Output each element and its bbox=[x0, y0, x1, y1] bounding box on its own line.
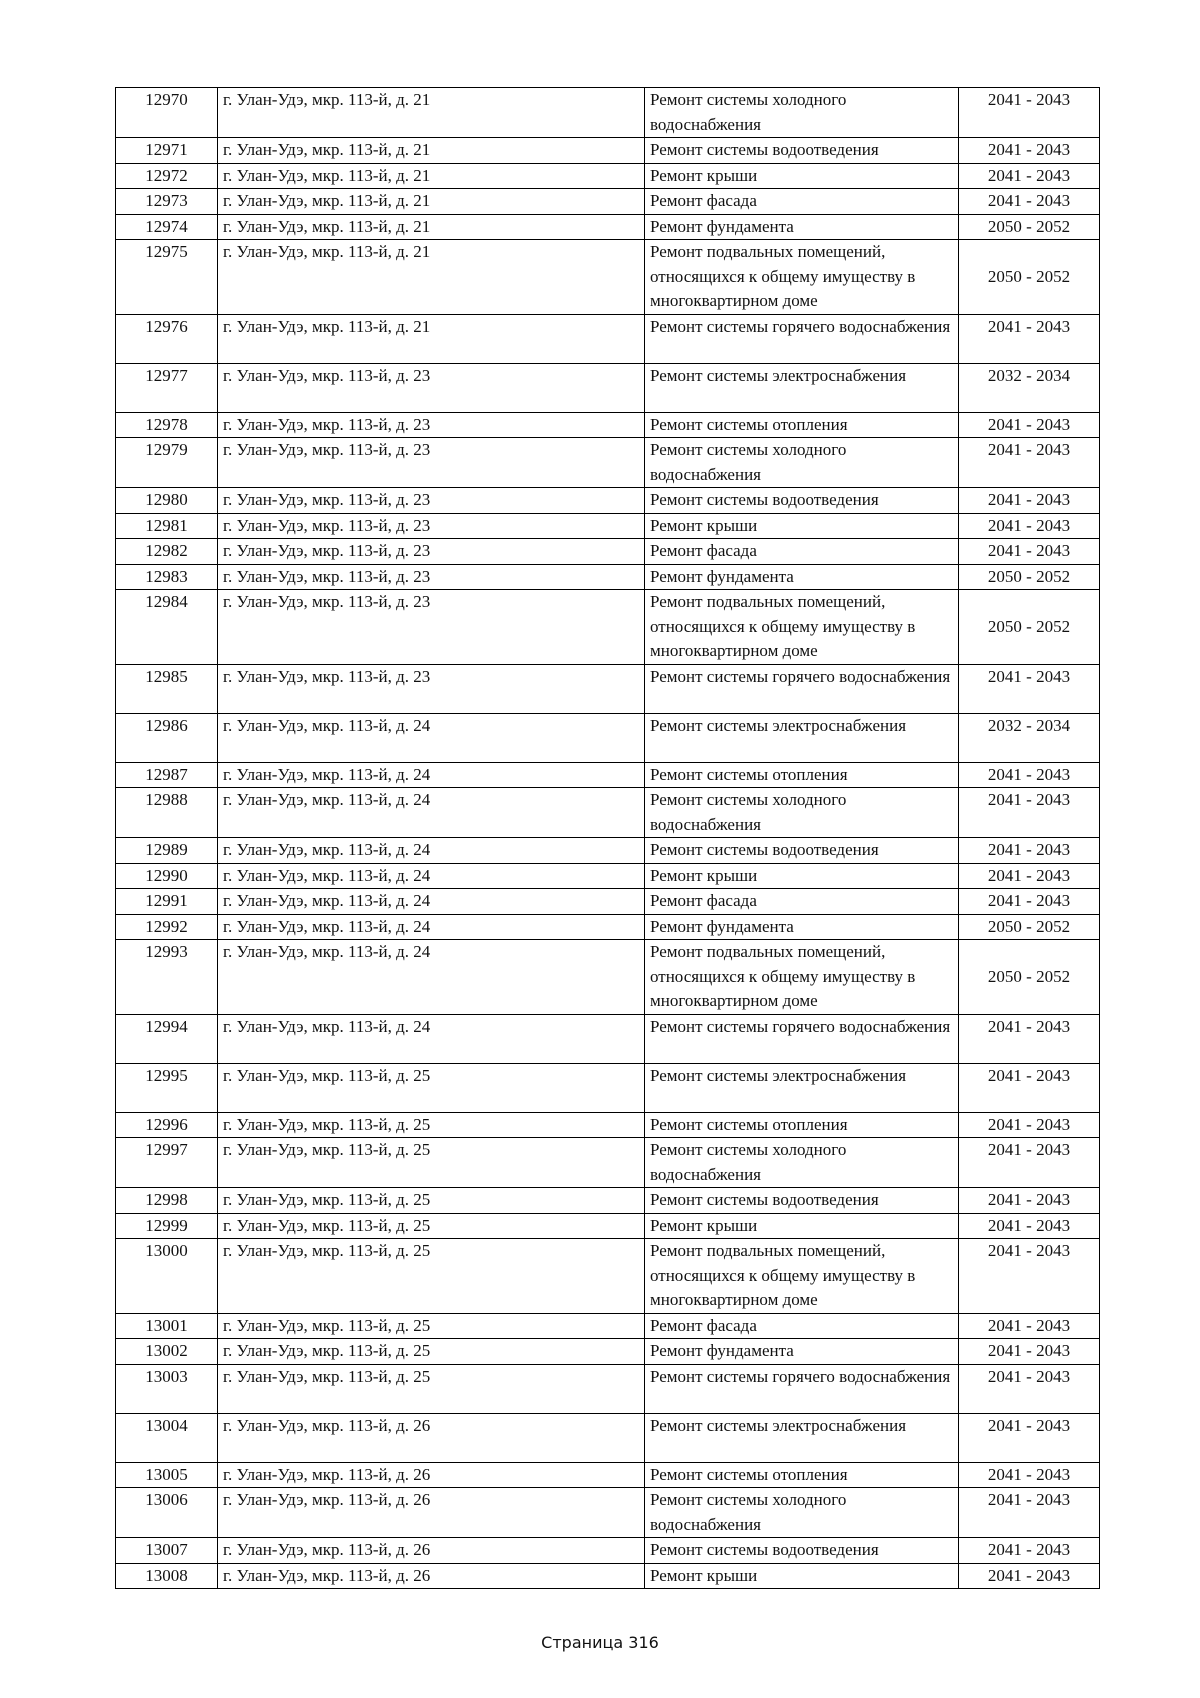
work-type-cell: Ремонт системы электроснабжения bbox=[645, 1063, 959, 1112]
period-cell: 2041 - 2043 bbox=[959, 513, 1100, 539]
address-cell: г. Улан-Удэ, мкр. 113-й, д. 24 bbox=[218, 788, 645, 838]
table-row bbox=[116, 762, 1100, 788]
work-type-cell: Ремонт крыши bbox=[645, 163, 959, 189]
period-cell: 2041 - 2043 bbox=[959, 1313, 1100, 1339]
table-row bbox=[116, 513, 1100, 539]
table-row bbox=[116, 1563, 1100, 1589]
row-number-cell: 13008 bbox=[116, 1563, 218, 1589]
work-type-cell: Ремонт системы отопления bbox=[645, 1462, 959, 1488]
row-number-cell: 12987 bbox=[116, 762, 218, 788]
work-type-cell: Ремонт системы горячего водоснабжения bbox=[645, 1014, 959, 1063]
row-number-cell: 12976 bbox=[116, 314, 218, 363]
work-type-cell: Ремонт системы водоотведения bbox=[645, 138, 959, 164]
work-type-cell: Ремонт системы электроснабжения bbox=[645, 713, 959, 762]
row-number-cell: 12999 bbox=[116, 1213, 218, 1239]
address-cell: г. Улан-Удэ, мкр. 113-й, д. 23 bbox=[218, 539, 645, 565]
address-cell: г. Улан-Удэ, мкр. 113-й, д. 23 bbox=[218, 664, 645, 713]
row-number-cell: 12978 bbox=[116, 412, 218, 438]
work-type-cell: Ремонт крыши bbox=[645, 863, 959, 889]
address-cell: г. Улан-Удэ, мкр. 113-й, д. 21 bbox=[218, 88, 645, 138]
address-cell: г. Улан-Удэ, мкр. 113-й, д. 24 bbox=[218, 940, 645, 1015]
address-cell: г. Улан-Удэ, мкр. 113-й, д. 25 bbox=[218, 1112, 645, 1138]
period-cell: 2041 - 2043 bbox=[959, 163, 1100, 189]
address-cell: г. Улан-Удэ, мкр. 113-й, д. 25 bbox=[218, 1239, 645, 1314]
period-cell: 2041 - 2043 bbox=[959, 1239, 1100, 1314]
row-number-cell: 12979 bbox=[116, 438, 218, 488]
table-row bbox=[116, 940, 1100, 1015]
period-cell: 2050 - 2052 bbox=[959, 590, 1100, 665]
row-number-cell: 12996 bbox=[116, 1112, 218, 1138]
period-cell: 2041 - 2043 bbox=[959, 189, 1100, 215]
period-cell: 2041 - 2043 bbox=[959, 1364, 1100, 1413]
work-type-cell: Ремонт системы электроснабжения bbox=[645, 1413, 959, 1462]
table-row bbox=[116, 590, 1100, 665]
table-row bbox=[116, 838, 1100, 864]
table-row bbox=[116, 138, 1100, 164]
address-cell: г. Улан-Удэ, мкр. 113-й, д. 25 bbox=[218, 1313, 645, 1339]
work-type-cell: Ремонт фундамента bbox=[645, 1339, 959, 1365]
period-cell: 2041 - 2043 bbox=[959, 889, 1100, 915]
table-row bbox=[116, 564, 1100, 590]
period-cell: 2041 - 2043 bbox=[959, 412, 1100, 438]
row-number-cell: 12977 bbox=[116, 363, 218, 412]
address-cell: г. Улан-Удэ, мкр. 113-й, д. 26 bbox=[218, 1488, 645, 1538]
address-cell: г. Улан-Удэ, мкр. 113-й, д. 25 bbox=[218, 1339, 645, 1365]
table-row bbox=[116, 314, 1100, 363]
period-cell: 2041 - 2043 bbox=[959, 1538, 1100, 1564]
work-type-cell: Ремонт системы электроснабжения bbox=[645, 363, 959, 412]
table-row bbox=[116, 1462, 1100, 1488]
row-number-cell: 13003 bbox=[116, 1364, 218, 1413]
address-cell: г. Улан-Удэ, мкр. 113-й, д. 26 bbox=[218, 1462, 645, 1488]
table-row bbox=[116, 889, 1100, 915]
address-cell: г. Улан-Удэ, мкр. 113-й, д. 24 bbox=[218, 838, 645, 864]
table-row bbox=[116, 1488, 1100, 1538]
table-row bbox=[116, 412, 1100, 438]
work-type-cell: Ремонт подвальных помещений, относящихся к общему имуществу в многоквартирном доме bbox=[645, 940, 959, 1015]
period-cell: 2050 - 2052 bbox=[959, 940, 1100, 1015]
period-cell: 2050 - 2052 bbox=[959, 214, 1100, 240]
period-cell: 2050 - 2052 bbox=[959, 240, 1100, 315]
row-number-cell: 12973 bbox=[116, 189, 218, 215]
address-cell: г. Улан-Удэ, мкр. 113-й, д. 24 bbox=[218, 713, 645, 762]
work-type-cell: Ремонт фасада bbox=[645, 539, 959, 565]
row-number-cell: 13001 bbox=[116, 1313, 218, 1339]
table-row bbox=[116, 363, 1100, 412]
work-type-cell: Ремонт подвальных помещений, относящихся к общему имуществу в многоквартирном доме bbox=[645, 590, 959, 665]
address-cell: г. Улан-Удэ, мкр. 113-й, д. 23 bbox=[218, 590, 645, 665]
period-cell: 2041 - 2043 bbox=[959, 1462, 1100, 1488]
row-number-cell: 12994 bbox=[116, 1014, 218, 1063]
address-cell: г. Улан-Удэ, мкр. 113-й, д. 23 bbox=[218, 513, 645, 539]
table-row bbox=[116, 1364, 1100, 1413]
work-type-cell: Ремонт фундамента bbox=[645, 564, 959, 590]
row-number-cell: 12974 bbox=[116, 214, 218, 240]
address-cell: г. Улан-Удэ, мкр. 113-й, д. 24 bbox=[218, 889, 645, 915]
address-cell: г. Улан-Удэ, мкр. 113-й, д. 21 bbox=[218, 163, 645, 189]
period-cell: 2041 - 2043 bbox=[959, 1563, 1100, 1589]
period-cell: 2050 - 2052 bbox=[959, 914, 1100, 940]
table-row bbox=[116, 1413, 1100, 1462]
work-type-cell: Ремонт системы горячего водоснабжения bbox=[645, 314, 959, 363]
table-row bbox=[116, 1339, 1100, 1365]
records-table bbox=[115, 87, 1100, 1589]
table-row bbox=[116, 88, 1100, 138]
row-number-cell: 13006 bbox=[116, 1488, 218, 1538]
address-cell: г. Улан-Удэ, мкр. 113-й, д. 23 bbox=[218, 488, 645, 514]
row-number-cell: 12992 bbox=[116, 914, 218, 940]
period-cell: 2041 - 2043 bbox=[959, 488, 1100, 514]
row-number-cell: 12991 bbox=[116, 889, 218, 915]
work-type-cell: Ремонт крыши bbox=[645, 1213, 959, 1239]
row-number-cell: 12980 bbox=[116, 488, 218, 514]
records-table-body bbox=[116, 88, 1100, 1589]
address-cell: г. Улан-Удэ, мкр. 113-й, д. 25 bbox=[218, 1188, 645, 1214]
table-row bbox=[116, 1538, 1100, 1564]
address-cell: г. Улан-Удэ, мкр. 113-й, д. 25 bbox=[218, 1364, 645, 1413]
row-number-cell: 12981 bbox=[116, 513, 218, 539]
table-row bbox=[116, 863, 1100, 889]
period-cell: 2041 - 2043 bbox=[959, 838, 1100, 864]
work-type-cell: Ремонт фундамента bbox=[645, 214, 959, 240]
row-number-cell: 12982 bbox=[116, 539, 218, 565]
table-row bbox=[116, 240, 1100, 315]
table-row bbox=[116, 488, 1100, 514]
row-number-cell: 12971 bbox=[116, 138, 218, 164]
period-cell: 2041 - 2043 bbox=[959, 788, 1100, 838]
work-type-cell: Ремонт крыши bbox=[645, 1563, 959, 1589]
row-number-cell: 12986 bbox=[116, 713, 218, 762]
work-type-cell: Ремонт системы отопления bbox=[645, 1112, 959, 1138]
period-cell: 2041 - 2043 bbox=[959, 664, 1100, 713]
address-cell: г. Улан-Удэ, мкр. 113-й, д. 21 bbox=[218, 240, 645, 315]
work-type-cell: Ремонт фасада bbox=[645, 1313, 959, 1339]
period-cell: 2041 - 2043 bbox=[959, 762, 1100, 788]
work-type-cell: Ремонт системы горячего водоснабжения bbox=[645, 1364, 959, 1413]
address-cell: г. Улан-Удэ, мкр. 113-й, д. 23 bbox=[218, 564, 645, 590]
address-cell: г. Улан-Удэ, мкр. 113-й, д. 23 bbox=[218, 363, 645, 412]
period-cell: 2041 - 2043 bbox=[959, 88, 1100, 138]
page-number: Страница 316 bbox=[541, 1633, 659, 1652]
period-cell: 2041 - 2043 bbox=[959, 314, 1100, 363]
table-row bbox=[116, 1188, 1100, 1214]
row-number-cell: 12975 bbox=[116, 240, 218, 315]
period-cell: 2041 - 2043 bbox=[959, 1112, 1100, 1138]
address-cell: г. Улан-Удэ, мкр. 113-й, д. 24 bbox=[218, 914, 645, 940]
row-number-cell: 13005 bbox=[116, 1462, 218, 1488]
row-number-cell: 12997 bbox=[116, 1138, 218, 1188]
address-cell: г. Улан-Удэ, мкр. 113-й, д. 26 bbox=[218, 1538, 645, 1564]
work-type-cell: Ремонт системы холодного водоснабжения bbox=[645, 1488, 959, 1538]
address-cell: г. Улан-Удэ, мкр. 113-й, д. 21 bbox=[218, 314, 645, 363]
period-cell: 2041 - 2043 bbox=[959, 1063, 1100, 1112]
address-cell: г. Улан-Удэ, мкр. 113-й, д. 25 bbox=[218, 1063, 645, 1112]
row-number-cell: 12983 bbox=[116, 564, 218, 590]
table-row bbox=[116, 1239, 1100, 1314]
row-number-cell: 12995 bbox=[116, 1063, 218, 1112]
table-row bbox=[116, 163, 1100, 189]
address-cell: г. Улан-Удэ, мкр. 113-й, д. 21 bbox=[218, 138, 645, 164]
table-row bbox=[116, 539, 1100, 565]
period-cell: 2032 - 2034 bbox=[959, 363, 1100, 412]
table-row bbox=[116, 1138, 1100, 1188]
table-row bbox=[116, 664, 1100, 713]
address-cell: г. Улан-Удэ, мкр. 113-й, д. 21 bbox=[218, 214, 645, 240]
work-type-cell: Ремонт подвальных помещений, относящихся к общему имуществу в многоквартирном доме bbox=[645, 240, 959, 315]
address-cell: г. Улан-Удэ, мкр. 113-й, д. 23 bbox=[218, 412, 645, 438]
address-cell: г. Улан-Удэ, мкр. 113-й, д. 26 bbox=[218, 1563, 645, 1589]
row-number-cell: 12990 bbox=[116, 863, 218, 889]
period-cell: 2041 - 2043 bbox=[959, 1188, 1100, 1214]
period-cell: 2032 - 2034 bbox=[959, 713, 1100, 762]
address-cell: г. Улан-Удэ, мкр. 113-й, д. 21 bbox=[218, 189, 645, 215]
period-cell: 2041 - 2043 bbox=[959, 539, 1100, 565]
work-type-cell: Ремонт подвальных помещений, относящихся к общему имуществу в многоквартирном доме bbox=[645, 1239, 959, 1314]
table-row bbox=[116, 788, 1100, 838]
table-row bbox=[116, 189, 1100, 215]
period-cell: 2041 - 2043 bbox=[959, 1014, 1100, 1063]
row-number-cell: 12989 bbox=[116, 838, 218, 864]
table-row bbox=[116, 438, 1100, 488]
work-type-cell: Ремонт системы холодного водоснабжения bbox=[645, 88, 959, 138]
address-cell: г. Улан-Удэ, мкр. 113-й, д. 24 bbox=[218, 762, 645, 788]
table-row bbox=[116, 214, 1100, 240]
work-type-cell: Ремонт системы горячего водоснабжения bbox=[645, 664, 959, 713]
row-number-cell: 13002 bbox=[116, 1339, 218, 1365]
period-cell: 2041 - 2043 bbox=[959, 1488, 1100, 1538]
period-cell: 2050 - 2052 bbox=[959, 564, 1100, 590]
row-number-cell: 12993 bbox=[116, 940, 218, 1015]
row-number-cell: 13004 bbox=[116, 1413, 218, 1462]
period-cell: 2041 - 2043 bbox=[959, 1339, 1100, 1365]
row-number-cell: 12984 bbox=[116, 590, 218, 665]
work-type-cell: Ремонт системы водоотведения bbox=[645, 838, 959, 864]
row-number-cell: 12988 bbox=[116, 788, 218, 838]
table-row bbox=[116, 914, 1100, 940]
period-cell: 2041 - 2043 bbox=[959, 138, 1100, 164]
work-type-cell: Ремонт системы отопления bbox=[645, 762, 959, 788]
period-cell: 2041 - 2043 bbox=[959, 438, 1100, 488]
table-row bbox=[116, 1313, 1100, 1339]
row-number-cell: 12972 bbox=[116, 163, 218, 189]
address-cell: г. Улан-Удэ, мкр. 113-й, д. 23 bbox=[218, 438, 645, 488]
work-type-cell: Ремонт системы водоотведения bbox=[645, 1188, 959, 1214]
row-number-cell: 13000 bbox=[116, 1239, 218, 1314]
row-number-cell: 13007 bbox=[116, 1538, 218, 1564]
address-cell: г. Улан-Удэ, мкр. 113-й, д. 26 bbox=[218, 1413, 645, 1462]
period-cell: 2041 - 2043 bbox=[959, 1213, 1100, 1239]
work-type-cell: Ремонт системы холодного водоснабжения bbox=[645, 1138, 959, 1188]
work-type-cell: Ремонт системы отопления bbox=[645, 412, 959, 438]
address-cell: г. Улан-Удэ, мкр. 113-й, д. 25 bbox=[218, 1213, 645, 1239]
period-cell: 2041 - 2043 bbox=[959, 1138, 1100, 1188]
table-row bbox=[116, 1063, 1100, 1112]
work-type-cell: Ремонт системы холодного водоснабжения bbox=[645, 788, 959, 838]
table-row bbox=[116, 1213, 1100, 1239]
address-cell: г. Улан-Удэ, мкр. 113-й, д. 25 bbox=[218, 1138, 645, 1188]
address-cell: г. Улан-Удэ, мкр. 113-й, д. 24 bbox=[218, 1014, 645, 1063]
row-number-cell: 12998 bbox=[116, 1188, 218, 1214]
table-row bbox=[116, 1014, 1100, 1063]
work-type-cell: Ремонт системы водоотведения bbox=[645, 1538, 959, 1564]
period-cell: 2041 - 2043 bbox=[959, 1413, 1100, 1462]
table-row bbox=[116, 713, 1100, 762]
row-number-cell: 12970 bbox=[116, 88, 218, 138]
work-type-cell: Ремонт системы холодного водоснабжения bbox=[645, 438, 959, 488]
work-type-cell: Ремонт фундамента bbox=[645, 914, 959, 940]
work-type-cell: Ремонт системы водоотведения bbox=[645, 488, 959, 514]
work-type-cell: Ремонт фасада bbox=[645, 889, 959, 915]
work-type-cell: Ремонт фасада bbox=[645, 189, 959, 215]
address-cell: г. Улан-Удэ, мкр. 113-й, д. 24 bbox=[218, 863, 645, 889]
table-row bbox=[116, 1112, 1100, 1138]
period-cell: 2041 - 2043 bbox=[959, 863, 1100, 889]
work-type-cell: Ремонт крыши bbox=[645, 513, 959, 539]
row-number-cell: 12985 bbox=[116, 664, 218, 713]
